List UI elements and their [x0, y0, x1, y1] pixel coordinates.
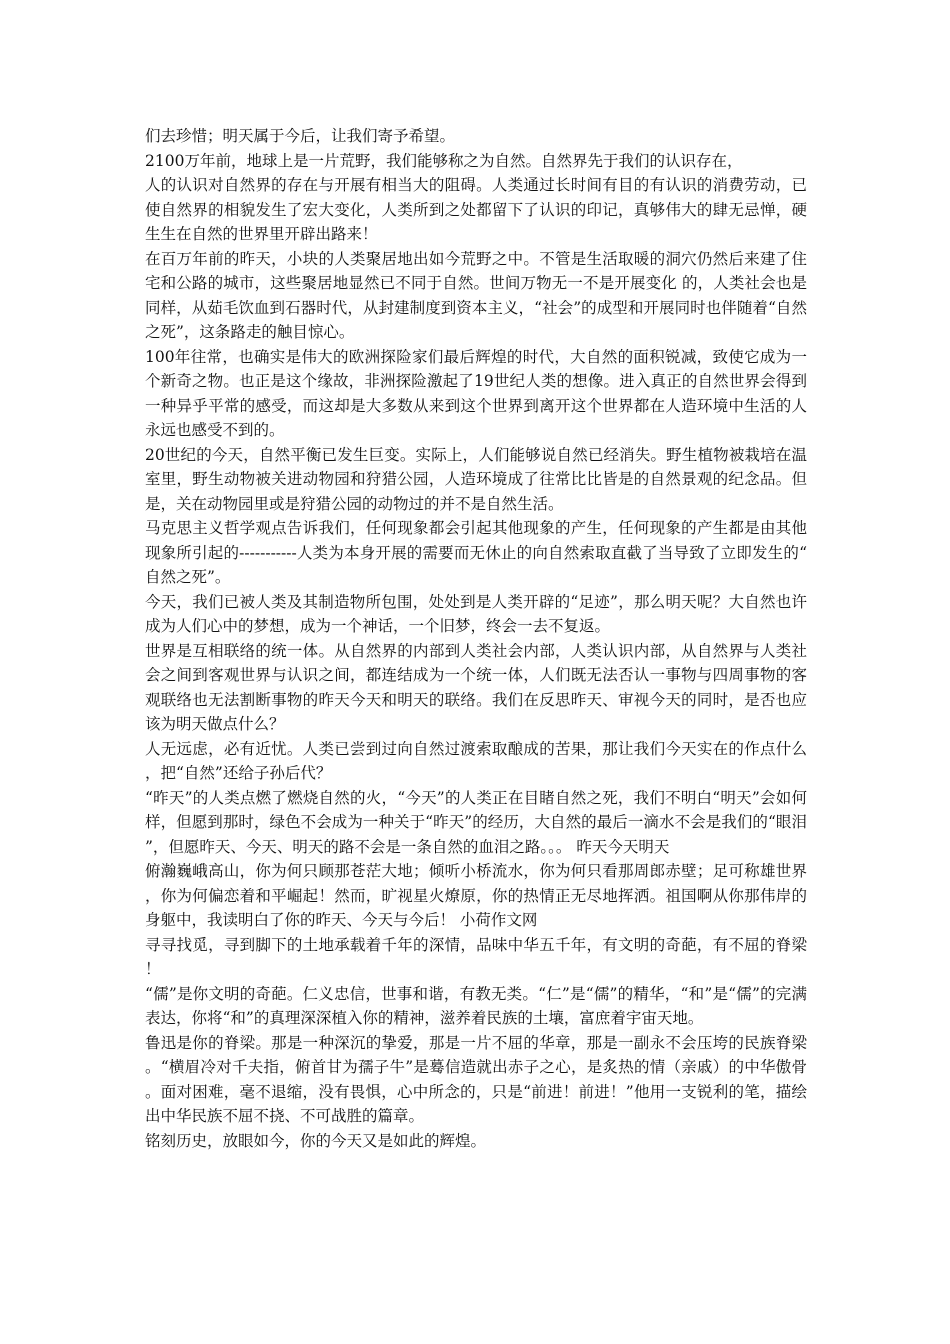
paragraph-10: 人无远虑，必有近忧。人类已尝到过向自然过渡索取酿成的苦果，那让我们今天实在的作点什么，把“自然”还给子孙后代？: [145, 739, 807, 782]
paragraph-4: 在百万年前的昨天，小块的人类聚居地出如今荒野之中。不管是生活取暖的洞穴仍然后来建了住宅和公路的城市，这些聚居地显然已不同于自然。世间万物无一不是开展变化 的，人类社会也是同样，从茹毛饮血到石器时代，从封建制度到资本主义，“社会”的成型和开展同时也伴随着“自然之死”，这条路走的触目惊心。: [145, 249, 807, 341]
document-page: [145, 124, 807, 1153]
paragraph-1: 们去珍惜；明天属于今后，让我们寄予希望。: [145, 127, 456, 145]
paragraph-14: “儒”是你文明的奇葩。仁义忠信，世事和谐，有教无类。“仁”是“儒”的精华，“和”是“儒”的完满表达，你将“和”的真理深深植入你的精神，滋养着民族的土壤，富庶着宇宙天地。: [145, 984, 807, 1027]
paragraph-15: 鲁迅是你的脊梁。那是一种深沉的挚爱，那是一片不屈的华章，那是一副永不会压垮的民族脊梁。“横眉冷对千夫指，俯首甘为孺子牛”是蓦信造就出赤子之心，是炙热的情（亲戚）的中华傲骨。面对困难，毫不退缩，没有畏惧，心中所念的，只是“前进！前进！”他用一支锐利的笔，描绘出中华民族不屈不挠、不可战胜的篇章。: [145, 1033, 807, 1125]
paragraph-7: 马克思主义哲学观点告诉我们，任何现象都会引起其他现象的产生，任何现象的产生都是由其他现象所引起的-----------人类为本身开展的需要而无休止的向自然索取直截了当导致了立即发生的“自然之死”。: [145, 519, 807, 586]
paragraph-12: 俯瀚巍峨高山，你为何只顾那苍茫大地；倾听小桥流水，你为何只看那周郎赤壁；足可称雄世界，你为何偏恋着和平崛起！然而，旷视星火燎原，你的热情正无尽地挥洒。祖国啊从你那伟岸的身躯中，我读明白了你的昨天、今天与今后！ 小荷作文网: [145, 862, 807, 929]
paragraph-3: 人的认识对自然界的存在与开展有相当大的阻碍。人类通过长时间有目的有认识的消费劳动，已使自然界的相貌发生了宏大变化，人类所到之处都留下了认识的印记，真够伟大的肆无忌惮，硬生生在自然的世界里开辟出路来！: [145, 176, 807, 243]
paragraph-2: 2100万年前，地球上是一片荒野，我们能够称之为自然。自然界先于我们的认识存在，: [145, 151, 743, 170]
paragraph-13: 寻寻找觅，寻到脚下的土地承载着千年的深情，品味中华五千年，有文明的奇葩，有不屈的脊梁！: [145, 935, 807, 978]
paragraph-11: “昨天”的人类点燃了燃烧自然的火，“今天”的人类正在目睹自然之死，我们不明白“明天”会如何样，但愿到那时，绿色不会成为一种关于“昨天”的经历，大自然的最后一滴水不会是我们的“眼泪”，但愿昨天、今天、明天的路不会是一条自然的血泪之路。。。 昨天今天明天: [145, 788, 807, 856]
paragraph-8: 今天，我们已被人类及其制造物所包围，处处到是人类开辟的“足迹”，那么明天呢？大自然也许成为人们心中的梦想，成为一个神话，一个旧梦，终会一去不复返。: [145, 592, 807, 635]
paragraph-6: 20世纪的今天，自然平衡已发生巨变。实际上，人们能够说自然已经消失。野生植物被栽培在温室里，野生动物被关进动物园和狩猎公园，人造环境成了往常比比皆是的自然景观的纪念品。但是，关在动物园里或是狩猎公园的动物过的并不是自然生活。: [145, 445, 807, 513]
paragraph-5: 100年往常，也确实是伟大的欧洲探险家们最后辉煌的时代，大自然的面积锐减，致使它成为一个新奇之物。也正是这个缘故，非洲探险激起了19世纪人类的想像。进入真正的自然世界会得到一种异乎平常的感受，而这却是大多数从来到这个世界到离开这个世界都在人造环境中生活的人永远也感受不到的。: [145, 347, 807, 439]
paragraph-9: 世界是互相联络的统一体。从自然界的内部到人类社会内部，人类认识内部，从自然界与人类社会之间到客观世界与认识之间，都连结成为一个统一体，人们既无法否认一事物与四周事物的客观联络也无法割断事物的昨天今天和明天的联络。我们在反思昨天、审视今天的同时，是否也应该为明天做点什么？: [145, 641, 807, 733]
paragraph-16: 铭刻历史，放眼如今，你的今天又是如此的辉煌。: [145, 1131, 487, 1150]
